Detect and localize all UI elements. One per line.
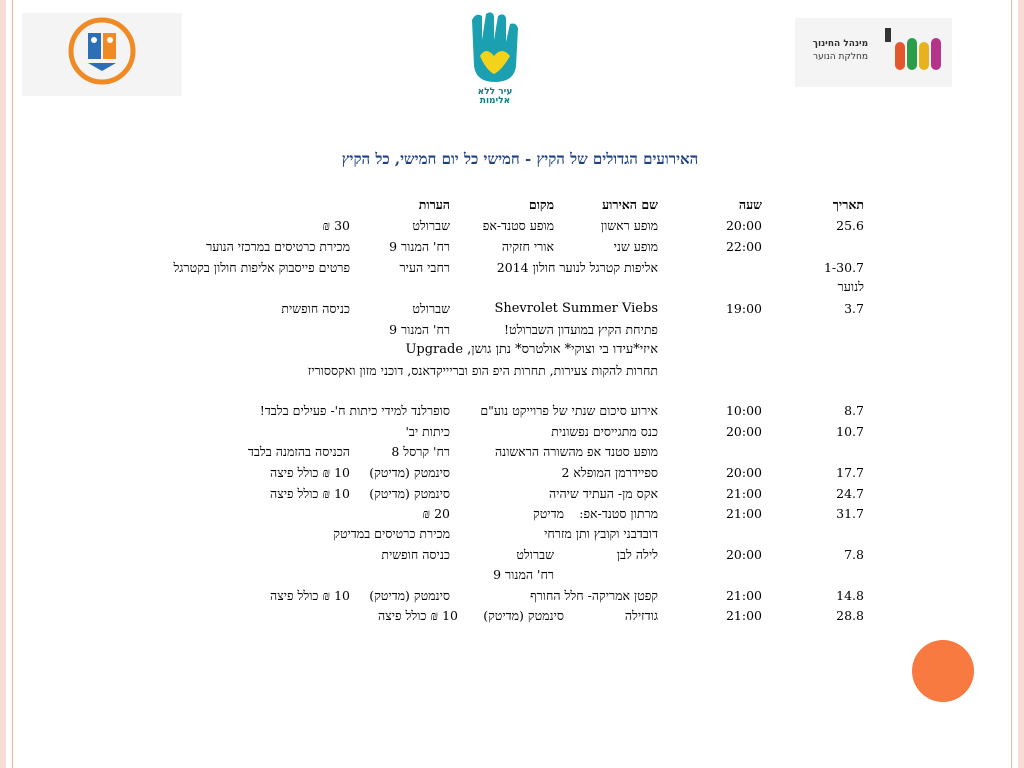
cell-event-name: מופע שני xyxy=(613,239,658,254)
cell-notes: שברולט xyxy=(412,301,450,316)
cell-event-name: אליפות קטרגל לנוער חולון 2014 xyxy=(496,260,658,275)
cell-extra: 30 ₪ xyxy=(322,218,350,233)
frame-right-band xyxy=(1018,0,1024,768)
events-table xyxy=(110,196,870,626)
cell-event-name: מופע סטנד אפ מהשורה הראשונה xyxy=(494,444,658,459)
cell-date: 1-30.7 xyxy=(823,260,864,275)
youth-department-label: מחלקת הנוער xyxy=(813,52,868,62)
cell-date: 28.8 xyxy=(836,608,864,623)
cell-extra: הכניסה בהזמנה בלבד xyxy=(247,444,350,459)
cell-time: 20:00 xyxy=(725,547,762,562)
cell-time: 20:00 xyxy=(725,465,762,480)
cell-notes: 10 ₪ כולל פיצה xyxy=(378,608,458,623)
cell-notes: רח' קרסל 8 xyxy=(391,444,450,459)
cell-extra: 10 ₪ כולל פיצה xyxy=(270,588,350,603)
cell-notes: רח' המנור 9 xyxy=(389,322,450,337)
cell-time: 10:00 xyxy=(725,403,762,418)
cell-event-name: אקס מן- העתיד שיהיה xyxy=(548,486,658,501)
cell-time: 20:00 xyxy=(725,218,762,233)
cell-event-name: איזי*עידו בי וצוקי* אולטרס* נתן גושן, Upgrade xyxy=(405,342,658,357)
cell-notes: סינמטק (מדיטק) xyxy=(369,588,450,603)
cell-place: שברולט xyxy=(516,547,554,562)
cell-time: 21:00 xyxy=(725,588,762,603)
cell-extra: מכירת כרטיסים במרכזי הנוער xyxy=(206,239,350,254)
cell-time: 21:00 xyxy=(725,506,762,521)
cell-time: 19:00 xyxy=(725,301,762,316)
cell-date: 3.7 xyxy=(844,301,864,316)
frame-left-line xyxy=(12,0,13,768)
cell-event-name: ספיידרמן המופלא 2 xyxy=(561,465,658,480)
cell-place: מדיטק xyxy=(533,506,564,521)
header-time: שעה xyxy=(738,197,762,212)
cell-event-name: כנס מתגייסים נפשונית xyxy=(551,424,658,439)
cell-time: 22:00 xyxy=(725,239,762,254)
accent-circle xyxy=(912,640,974,702)
community-network-logo xyxy=(22,13,182,96)
cell-extra: 10 ₪ כולל פיצה xyxy=(270,465,350,480)
cell-date: 10.7 xyxy=(836,424,864,439)
cell-notes: שברולט xyxy=(412,218,450,233)
header-event-name: שם האירוע xyxy=(602,197,658,212)
education-administration-label: מינהל החינוך xyxy=(812,39,869,49)
cell-event-name: אירוע סיכום שנתי של פרוייקט נוע"ם xyxy=(480,403,658,418)
cell-extra: כניסה חופשית xyxy=(281,301,350,316)
cell-time: 21:00 xyxy=(725,608,762,623)
cell-event-name: Shevrolet Summer Viebs xyxy=(494,301,658,316)
cell-date: 7.8 xyxy=(844,547,864,562)
cell-date: 8.7 xyxy=(844,403,864,418)
cell-event-name: גודזילה xyxy=(624,608,658,623)
frame-right-line xyxy=(1011,0,1012,768)
cell-date: 31.7 xyxy=(836,506,864,521)
cell-notes: סופרלנד למידי כיתות ח'- פעילים בלבד! xyxy=(259,403,450,418)
frame-left-band xyxy=(0,0,6,768)
cell-date: 14.8 xyxy=(836,588,864,603)
cell-notes: כניסה חופשית xyxy=(381,547,450,562)
cell-event-name: מופע ראשון xyxy=(600,218,658,233)
header-place: מקום xyxy=(528,197,554,212)
cell-date: לנוער xyxy=(837,279,864,294)
cell-event-name: דובדבני וקובץ ותן מזרחי xyxy=(544,526,658,541)
cell-notes: כיתות יב' xyxy=(405,424,450,439)
header-notes: הערות xyxy=(418,197,450,212)
cell-event-name: פתיחת הקיץ במועדון השברולט! xyxy=(504,322,658,337)
cell-event-name: תחרות להקות צעירות, תחרות היפ הופ ובריייקדאנס, דוכני מזון ואקססוריז xyxy=(307,363,658,378)
page-title: האירועים הגדולים של הקיץ - חמישי כל יום חמישי, כל הקיץ xyxy=(341,150,699,168)
cell-extra: מכירת כרטיסים במדיטק xyxy=(333,526,450,541)
cell-notes: סינמטק (מדיטק) xyxy=(369,486,450,501)
cell-time: 20:00 xyxy=(725,424,762,439)
cell-date: 24.7 xyxy=(836,486,864,501)
cell-event-name: קפטן אמריקה- חלל החורף xyxy=(530,588,658,603)
cell-extra: פרטים פייסבוק אליפות חולון בקטרגל xyxy=(173,260,350,275)
cell-date: 17.7 xyxy=(836,465,864,480)
cell-place: רח' המנור 9 xyxy=(493,567,554,582)
cell-notes: סינמטק (מדיטק) xyxy=(369,465,450,480)
cell-place: אורי חזקיה xyxy=(501,239,554,254)
header-date: תאריך xyxy=(832,197,864,212)
cell-event-name: מרתון סטנד-אפ: xyxy=(579,506,658,521)
cell-time: 21:00 xyxy=(725,486,762,501)
city-without-violence-logo xyxy=(462,10,528,108)
cell-notes: רחבי העיר xyxy=(399,260,450,275)
cell-event-name: לילה לבן xyxy=(616,547,658,562)
cell-date: 25.6 xyxy=(836,218,864,233)
svg-text:עיר ללא: עיר ללא xyxy=(477,87,513,97)
cell-notes: 20 ₪ xyxy=(422,506,450,521)
cell-extra: 10 ₪ כולל פיצה xyxy=(270,486,350,501)
cell-place: סינמטק (מדיטק) xyxy=(483,608,564,623)
cell-place: מופע סטנד-אפ xyxy=(482,218,554,233)
svg-text:אלימות: אלימות xyxy=(479,96,511,106)
education-department-logo xyxy=(795,18,952,87)
cell-notes: רח' המנור 9 xyxy=(389,239,450,254)
